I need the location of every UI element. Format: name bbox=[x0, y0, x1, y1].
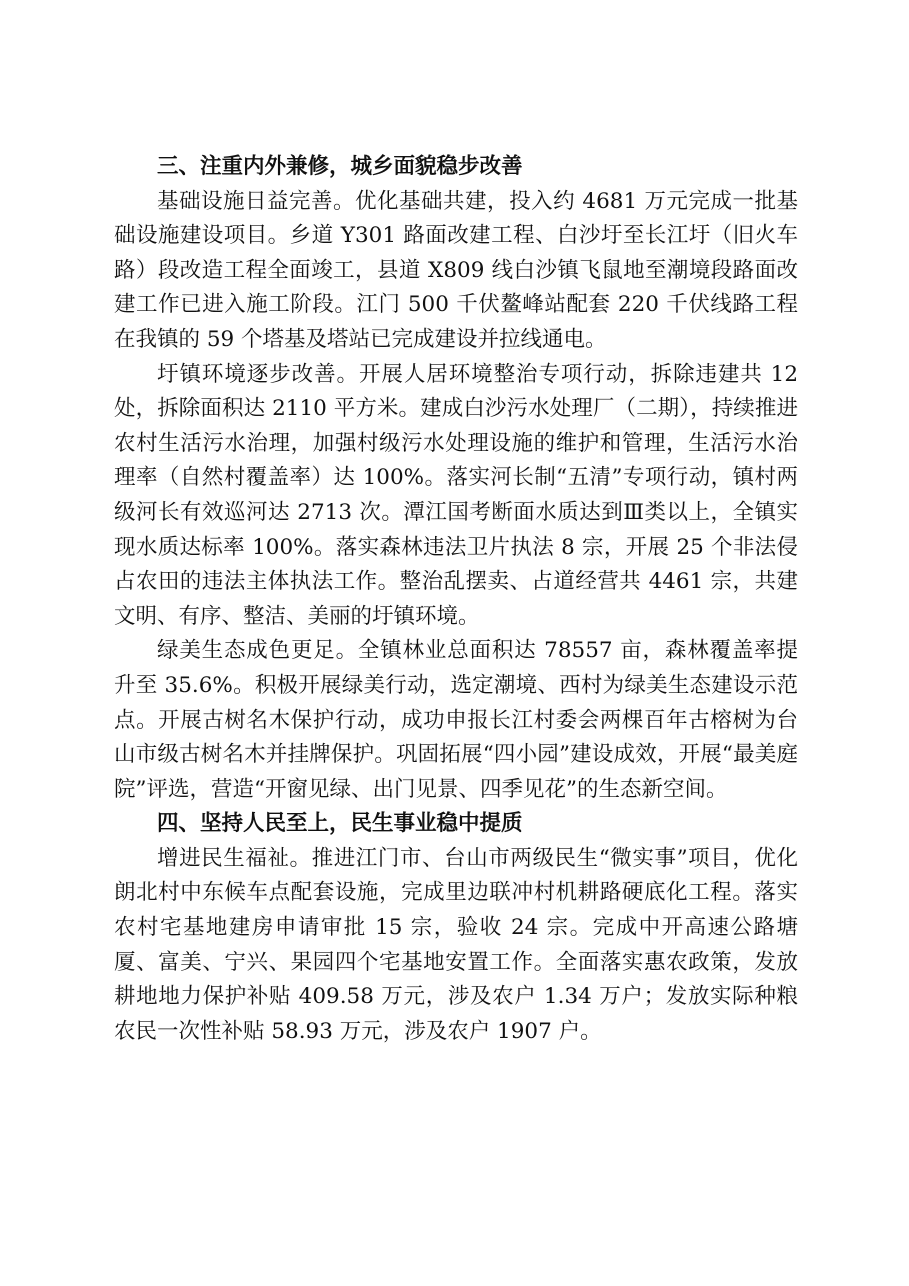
livelihood-paragraph: 增进民生福祉。推进江门市、台山市两级民生“微实事”项目，优化朗北村中东候车点配套设施，完成里边联冲村机耕路硬底化工程。落实农村宅基地建房申请审批 15 宗，验收 24 宗。完成中开高速公路塘厦、富美、宁兴、果园四个宅基地安置工作。全面落实惠农政策，发放耕地地力保护补贴 409.58 万元，涉及农户 1.34 万户；发放实际种粮农民一次性补贴 58.93 万元，涉及农户 1907 户。 bbox=[114, 845, 798, 1044]
green-ecology-paragraph: 绿美生态成色更足。全镇林业总面积达 78557 亩，森林覆盖率提升至 35.6%。积极开展绿美行动，选定潮境、西村为绿美生态建设示范点。开展古树名木保护行动，成功申报长江村委会两棵百年古榕树为台山市级古树名木并挂牌保护。巩固拓展“四小园”建设成效，开展“最美庭院”评选，营造“开窗见绿、出门见景、四季见花”的生态新空间。 bbox=[114, 638, 798, 802]
town-environment-paragraph: 圩镇环境逐步改善。开展人居环境整治专项行动，拆除违建共 12 处，拆除面积达 2110 平方米。建成白沙污水处理厂（二期），持续推进农村生活污水治理，加强村级污水处理设施的维护和管理，生活污水治理率（自然村覆盖率）达 100%。落实河长制“五清”专项行动，镇村两级河长有效巡河达 2713 次。潭江国考断面水质达到Ⅲ类以上，全镇实现水质达标率 100%。落实森林违法卫片执法 8 宗，开展 25 个非法侵占农田的违法主体执法工作。整治乱摆卖、占道经营共 4461 宗，共建文明、有序、整洁、美丽的圩镇环境。 bbox=[114, 361, 798, 629]
document-page bbox=[114, 150, 798, 1049]
section-3-heading: 三、注重内外兼修，城乡面貌稳步改善 bbox=[157, 154, 523, 179]
section-4-heading: 四、坚持人民至上，民生事业稳中提质 bbox=[157, 811, 523, 837]
infrastructure-paragraph: 基础设施日益完善。优化基础共建，投入约 4681 万元完成一批基础设施建设项目。乡道 Y301 路面改建工程、白沙圩至长江圩（旧火车路）段改造工程全面竣工，县道 X809 线白沙镇飞鼠地至潮境段路面改建工作已进入施工阶段。江门 500 千伏鳌峰站配套 220 千伏线路工程在我镇的 59 个塔基及塔站已完成建设并拉线通电。 bbox=[114, 188, 798, 352]
